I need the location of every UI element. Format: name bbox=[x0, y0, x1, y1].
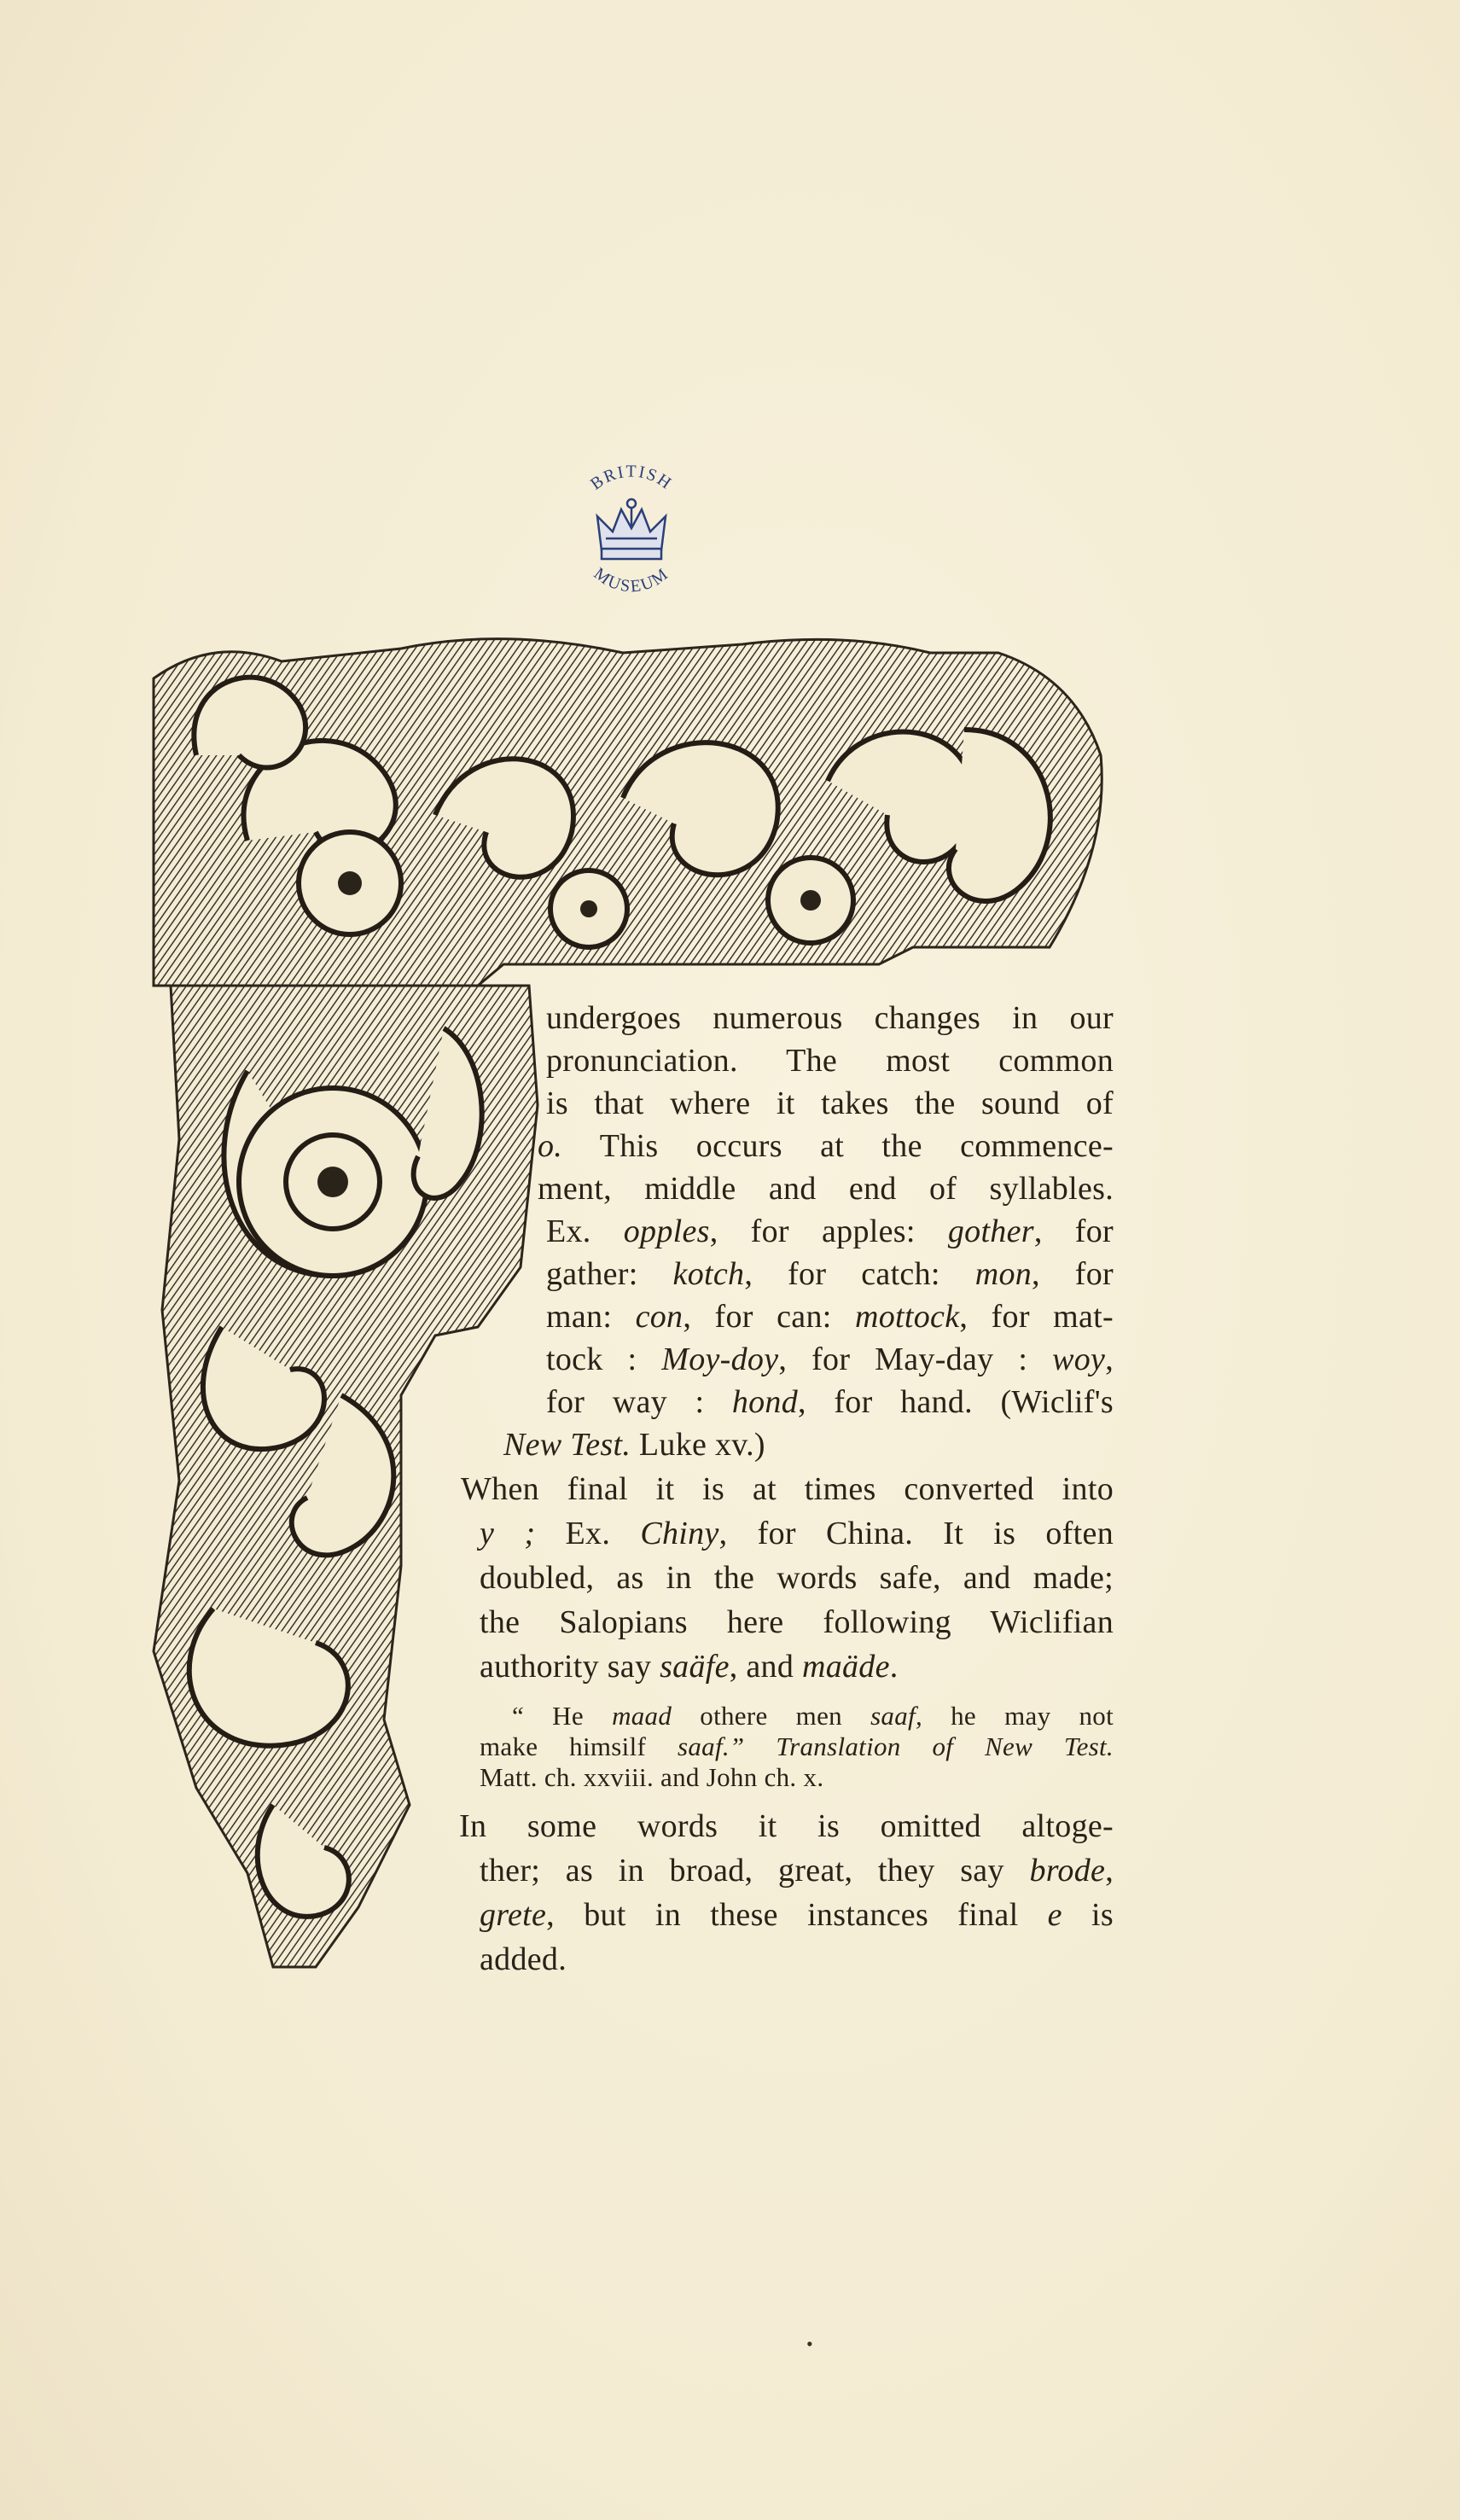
text-line: pronunciation. The most common bbox=[546, 1043, 1114, 1079]
svg-text:BRITISH bbox=[587, 463, 676, 494]
text-line: ther; as in broad, great, they say brode, bbox=[480, 1853, 1114, 1889]
text-line: ment, middle and end of syllables. bbox=[538, 1171, 1114, 1207]
text-line: grete, but in these instances final e is bbox=[480, 1897, 1114, 1933]
text-line: undergoes numerous changes in our bbox=[546, 1000, 1114, 1036]
text-line: added. bbox=[480, 1941, 567, 1977]
quote-line: make himsilf saaf.” Translation of New Test. bbox=[480, 1731, 1114, 1761]
text-line: tock : Moy-doy, for May-day : woy, bbox=[546, 1341, 1114, 1377]
stamp-top-text: BRITISH bbox=[587, 462, 676, 494]
text-line: gather: kotch, for catch: mon, for bbox=[546, 1256, 1114, 1292]
text-line: doubled, as in the words safe, and made; bbox=[480, 1560, 1114, 1596]
british-museum-stamp bbox=[563, 457, 700, 610]
page-mark: • bbox=[806, 2333, 813, 2354]
text-line: o. This occurs at the commence- bbox=[538, 1128, 1114, 1164]
text-line: When final it is at times converted into bbox=[461, 1471, 1114, 1507]
stamp-bottom-text: MUSEUM bbox=[590, 564, 673, 597]
text-line: is that where it takes the sound of bbox=[546, 1085, 1114, 1121]
crown-icon bbox=[597, 499, 666, 559]
svg-text:MUSEUM bbox=[590, 564, 672, 596]
text-line: Ex. opples, for apples: gother, for bbox=[546, 1213, 1114, 1249]
quote-line: Matt. ch. xxviii. and John ch. x. bbox=[480, 1762, 824, 1792]
quote-line: “ He maad othere men saaf, he may not bbox=[512, 1701, 1114, 1731]
text-line: man: con, for can: mottock, for mat- bbox=[546, 1299, 1114, 1335]
text-line: authority say saäfe, and maäde. bbox=[480, 1649, 899, 1685]
text-line: y ; Ex. Chiny, for China. It is often bbox=[480, 1516, 1114, 1551]
text-line: In some words it is omitted altoge- bbox=[459, 1808, 1114, 1844]
text-line: New Test. Luke xv.) bbox=[503, 1427, 765, 1463]
text-line: the Salopians here following Wiclifian bbox=[480, 1604, 1114, 1640]
text-line: for way : hond, for hand. (Wiclif's bbox=[546, 1384, 1114, 1420]
